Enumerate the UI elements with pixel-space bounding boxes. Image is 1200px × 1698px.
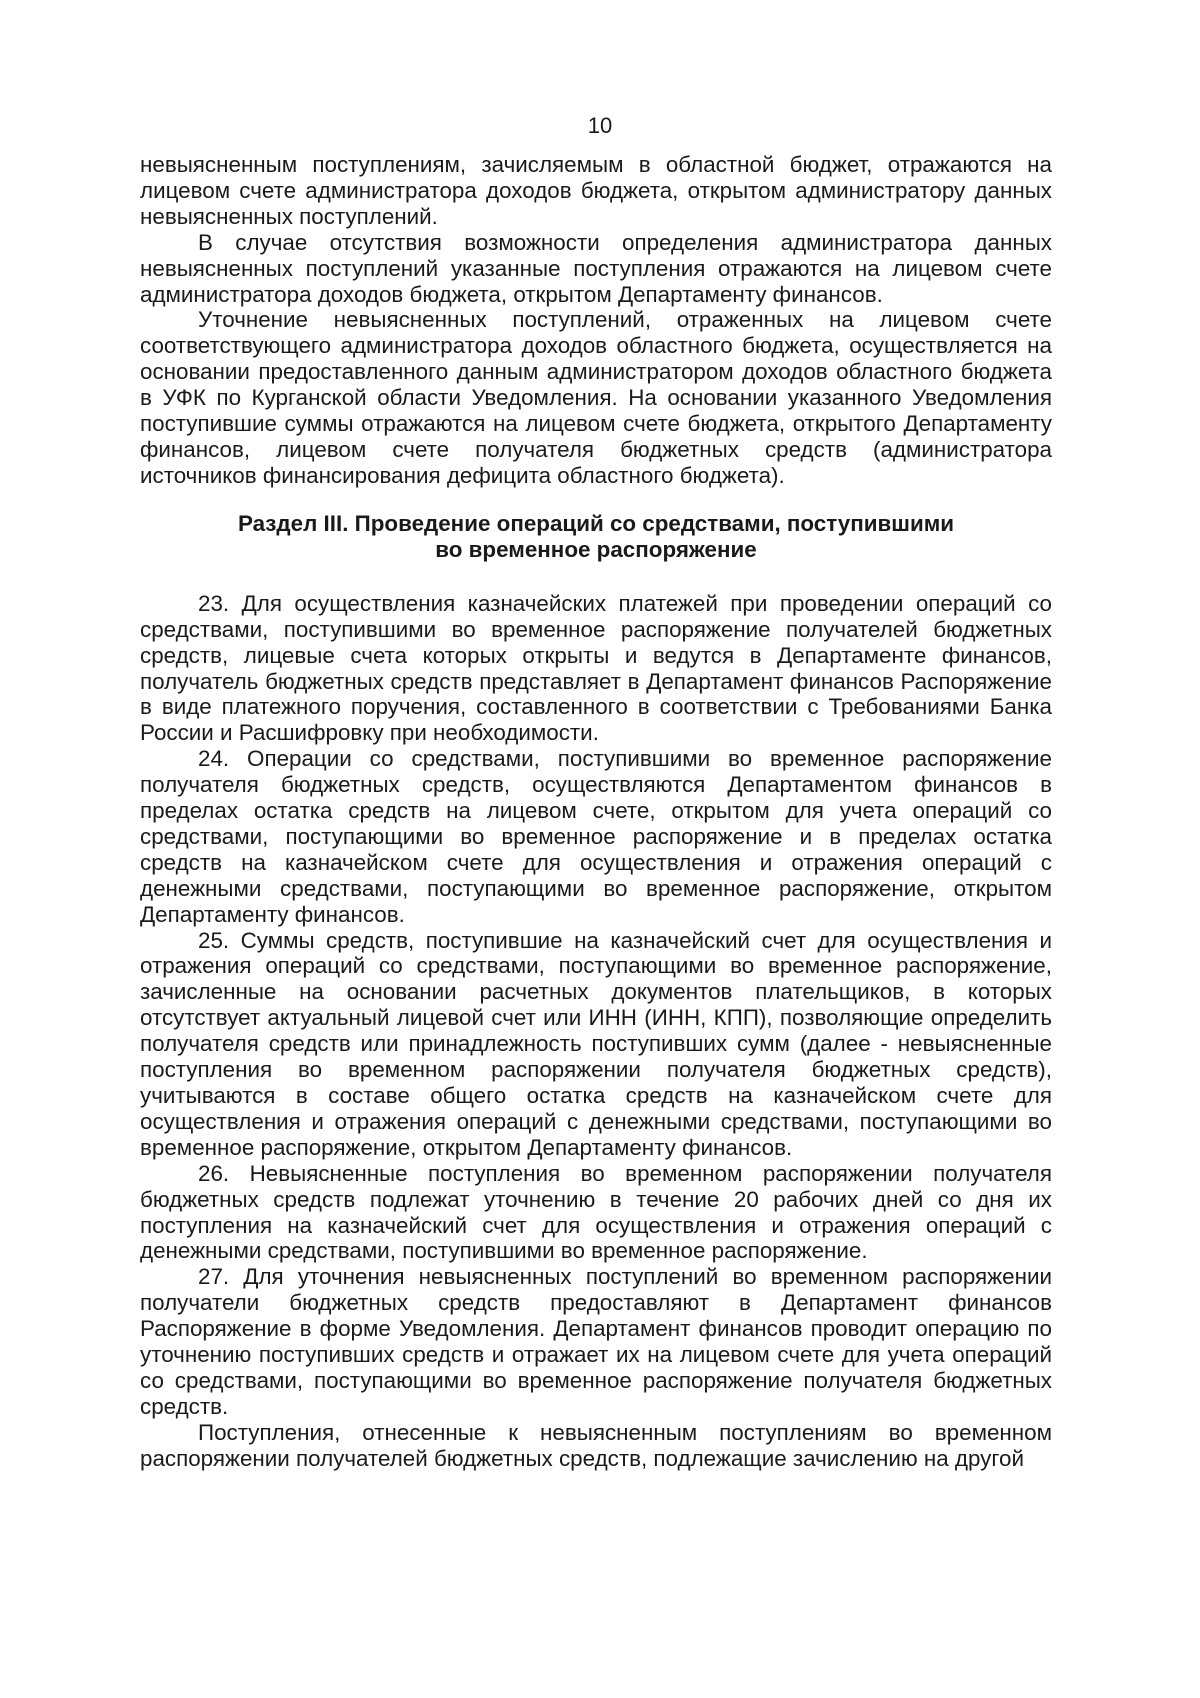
paragraph: Поступления, отнесенные к невыясненным поступлениям во временном распоряжении получателей бюджетных средств, подлежащие зачислению на другой [140, 1419, 1052, 1471]
paragraph-item-23: 23. Для осуществления казначейских платежей при проведении операций со средствами, поступившими во временное распоряжение получателей бюджетных средств, лицевые счета которых открыты и ведутся в Департаменте финансов, получатель бюджетных средств представляет в Департамент финансов Распоряжение в виде платежного поручения, составленного в соответствии с Требованиями Банка России и Расшифровку при необходимости. [140, 590, 1052, 746]
section-heading [140, 511, 1052, 563]
section-heading-line-1: Раздел III. Проведение операций со средствами, поступившими [237, 510, 955, 536]
paragraph-item-25: 25. Суммы средств, поступившие на казначейский счет для осуществления и отражения операций со средствами, поступающими во временное распоряжение, зачисленные на основании расчетных документов плательщиков, в которых отсутствует актуальный лицевой счет или ИНН (ИНН, КПП), позволяющие определить получателя средств или принадлежность поступивших сумм (далее - невыясненные поступления во временном распоряжении получателя бюджетных средств), учитываются в составе общего остатка средств на казначейском счете для осуществления и отражения операций с денежными средствами, поступающими во временное распоряжение, открытом Департаменту финансов. [140, 927, 1052, 1160]
paragraph-continuation: невыясненным поступлениям, зачисляемым в областной бюджет, отражаются на лицевом счете администратора доходов бюджета, открытом администратору данных невыясненных поступлений. [140, 152, 1052, 229]
section-heading-line-2: во временное распоряжение [435, 536, 757, 562]
document-body [140, 152, 1052, 1472]
page-number: 10 [587, 113, 613, 138]
paragraph-item-24: 24. Операции со средствами, поступившими во временное распоряжение получателя бюджетных средств, осуществляются Департаментом финансов в пределах остатка средств на лицевом счете, открытом для учета операций со средствами, поступающими во временное распоряжение и в пределах остатка средств на казначейском счете для осуществления и отражения операций с денежными средствами, поступающими во временное распоряжение, открытом Департаменту финансов. [140, 746, 1052, 927]
paragraph: Уточнение невыясненных поступлений, отраженных на лицевом счете соответствующего администратора доходов областного бюджета, осуществляется на основании предоставленного данным администратором доходов областного бюджета в УФК по Курганской области Уведомления. На основании указанного Уведомления поступившие суммы отражаются на лицевом счете бюджета, открытого Департаменту финансов, лицевом счете получателя бюджетных средств (администратора источников финансирования дефицита областного бюджета). [140, 307, 1052, 488]
paragraph: В случае отсутствия возможности определения администратора данных невыясненных поступлений указанные поступления отражаются на лицевом счете администратора доходов бюджета, открытом Департаменту финансов. [140, 229, 1052, 307]
paragraph-item-27: 27. Для уточнения невыясненных поступлений во временном распоряжении получатели бюджетных средств предоставляют в Департамент финансов Распоряжение в форме Уведомления. Департамент финансов проводит операцию по уточнению поступивших средств и отражает их на лицевом счете для учета операций со средствами, поступающими во временное распоряжение получателя бюджетных средств. [140, 1264, 1052, 1419]
paragraph-item-26: 26. Невыясненные поступления во временном распоряжении получателя бюджетных средств подлежат уточнению в течение 20 рабочих дней со дня их поступления на казначейский счет для осуществления и отражения операций с денежными средствами, поступившими во временное распоряжение. [140, 1160, 1052, 1264]
